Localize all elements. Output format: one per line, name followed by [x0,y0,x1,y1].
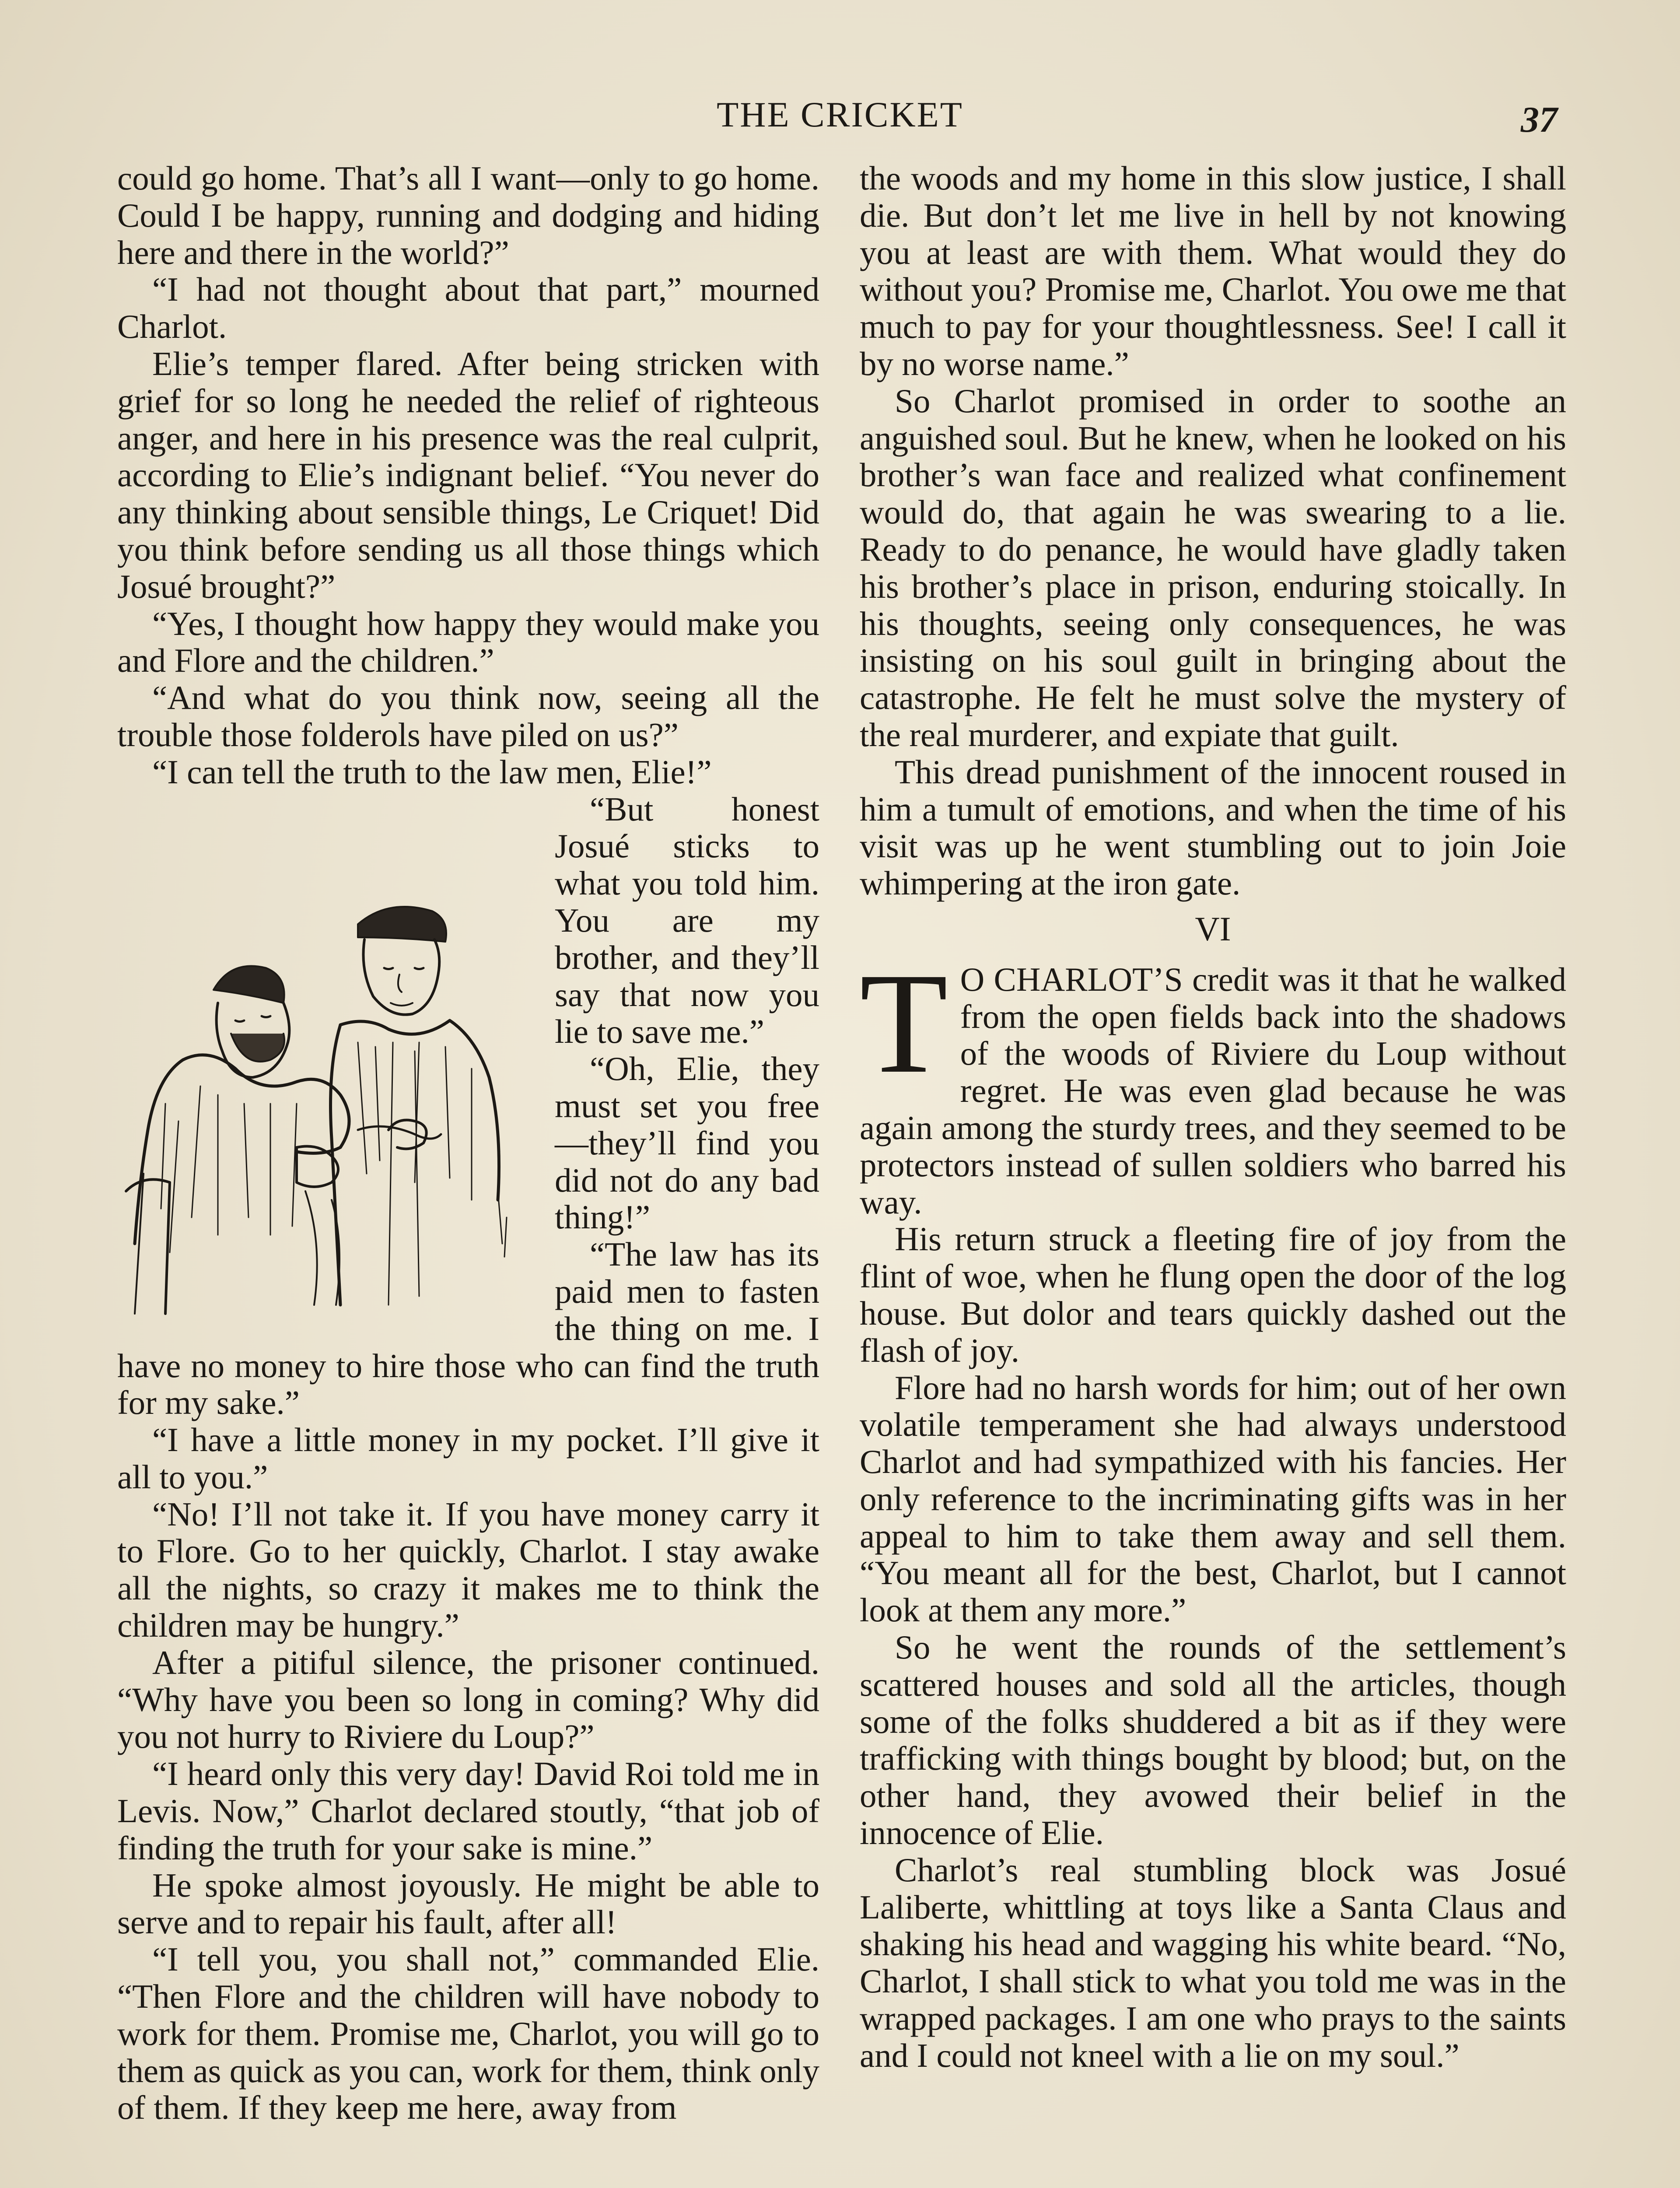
ink-sketch-illustration [113,859,542,1318]
paragraph: “I heard only this very day! David Roi told me in Levis. Now,” Charlot declared stoutly, “that job of finding the truth for your sake is mine.” [117,1755,819,1867]
page-header [0,94,1680,147]
running-head: THE CRICKET [717,95,963,134]
paragraph: the woods and my home in this slow justice, I shall die. But don’t let me live in hell by not knowing you at least are with them. What would they do without you? Promise me, Charlot. You owe me that much to pay for your thoughtlessness. See! I call it by no worse name.” [860,159,1566,382]
paragraph: “And what do you think now, seeing all the trouble those folderols have piled on us?” [117,679,819,754]
paragraph: So Charlot promised in order to soothe an anguished soul. But he knew, when he looked on his brother’s wan face and realized what confinement would do, that again he was swearing to a lie. Ready to do penance, he would have gladly taken his brother’s place in prison, enduring stoically. In his thoughts, seeing only consequences, he was insisting on his soul guilt in bringing about the catastrophe. He felt he must solve the mystery of the real murderer, and expiate that guilt. [860,382,1566,754]
paragraph: This dread punishment of the innocent roused in him a tumult of emotions, and when the time of his visit was up he went stumbling out to join Joie whimpering at the iron gate. [860,753,1566,902]
paragraph: “No! I’ll not take it. If you have money carry it to Flore. Go to her quickly, Charlot. I stay awake all the nights, so crazy it makes me to think the children may be hungry.” [117,1495,819,1645]
paragraph: “But honest Josué sticks to what you told him. You are my brother, and they’ll say that now you lie to save me.” [555,790,819,1051]
page-number: 37 [1521,99,1558,140]
paragraph: “I can tell the truth to the law men, Elie!” [152,753,712,791]
paragraph: His return struck a fleeting fire of joy from the flint of woe, when he flung open the door of the log house. But dolor and tears quickly dashed out the flash of joy. [860,1220,1566,1369]
section-opening-paragraph [860,943,1566,1221]
drop-cap: T [860,943,948,1103]
paragraph: “I have a little money in my pocket. I’ll give it all to you.” [117,1421,819,1496]
paragraph: could go home. That’s all I want—only to go home. Could I be happy, running and dodging and hiding here and there in the world?” [117,159,819,271]
section-number: VI [1195,909,1231,948]
paragraph: “Oh, Elie, they must set you free—they’ll find you did not do any bad thing!” [555,1050,819,1236]
paragraph: “I had not thought about that part,” mourned Charlot. [117,270,819,346]
left-column [117,160,819,2188]
paragraph: Charlot’s real stumbling block was Josué Laliberte, whittling at toys like a Santa Claus and shaking his head and wagging his white beard. “No, Charlot, I shall stick to what you told me was in the wrapped packages. I am one who prays to the saints and I could not kneel with a lie on my soul.” [860,1851,1566,2074]
right-column [860,160,1566,2188]
paragraph: “I tell you, you shall not,” commanded Elie. “Then Flore and the children will have nobody to work for them. Promise me, Charlot, you will go to them as quick as you can, work for them, think only of them. If they keep me here, away from [117,1940,819,2127]
paragraph: “Yes, I thought how happy they would make you and Flore and the children.” [117,604,819,680]
paragraph: After a pitiful silence, the prisoner continued. “Why have you been so long in coming? Why did you not hurry to Riviere du Loup?” [117,1643,819,1756]
paragraph: He spoke almost joyously. He might be able to serve and to repair his fault, after all! [117,1866,819,1941]
paragraph: So he went the rounds of the settlement’s scattered houses and sold all the articles, though some of the folks shuddered a bit as if they were trafficking with things bought by blood; but, on the other hand, they avowed their belief in the innocence of Elie. [860,1628,1566,1852]
paragraph: “The law has its paid men to fasten the thing on me. I have no money to hire those who can find the truth for my sake.” [117,1235,819,1422]
illustration-two-men [113,859,542,1318]
paragraph: Flore had no harsh words for him; out of her own volatile temperament she had always understood Charlot and had sympathized with his fancies. Her only reference to the incriminating gifts was in her appeal to him to take them away and sell them. “You meant all for the best, Charlot, but I cannot look at them any more.” [860,1368,1566,1629]
paragraph: Elie’s temper flared. After being stricken with grief for so long he needed the relief of righteous anger, and here in his presence was the real culprit, according to Elie’s indignant belief. “You never do any thinking about sensible things, Le Criquet! Did you think before sending us all those things which Josué brought?” [117,344,819,605]
section-opening-text: O CHARLOT’S credit was it that he walked from the open fields back into the shadows of the woods of Riviere du Loup without regret. He was even glad because he was again among the sturdy trees, and they seemed to be protectors instead of sullen soldiers who barred his way. [860,960,1566,1221]
